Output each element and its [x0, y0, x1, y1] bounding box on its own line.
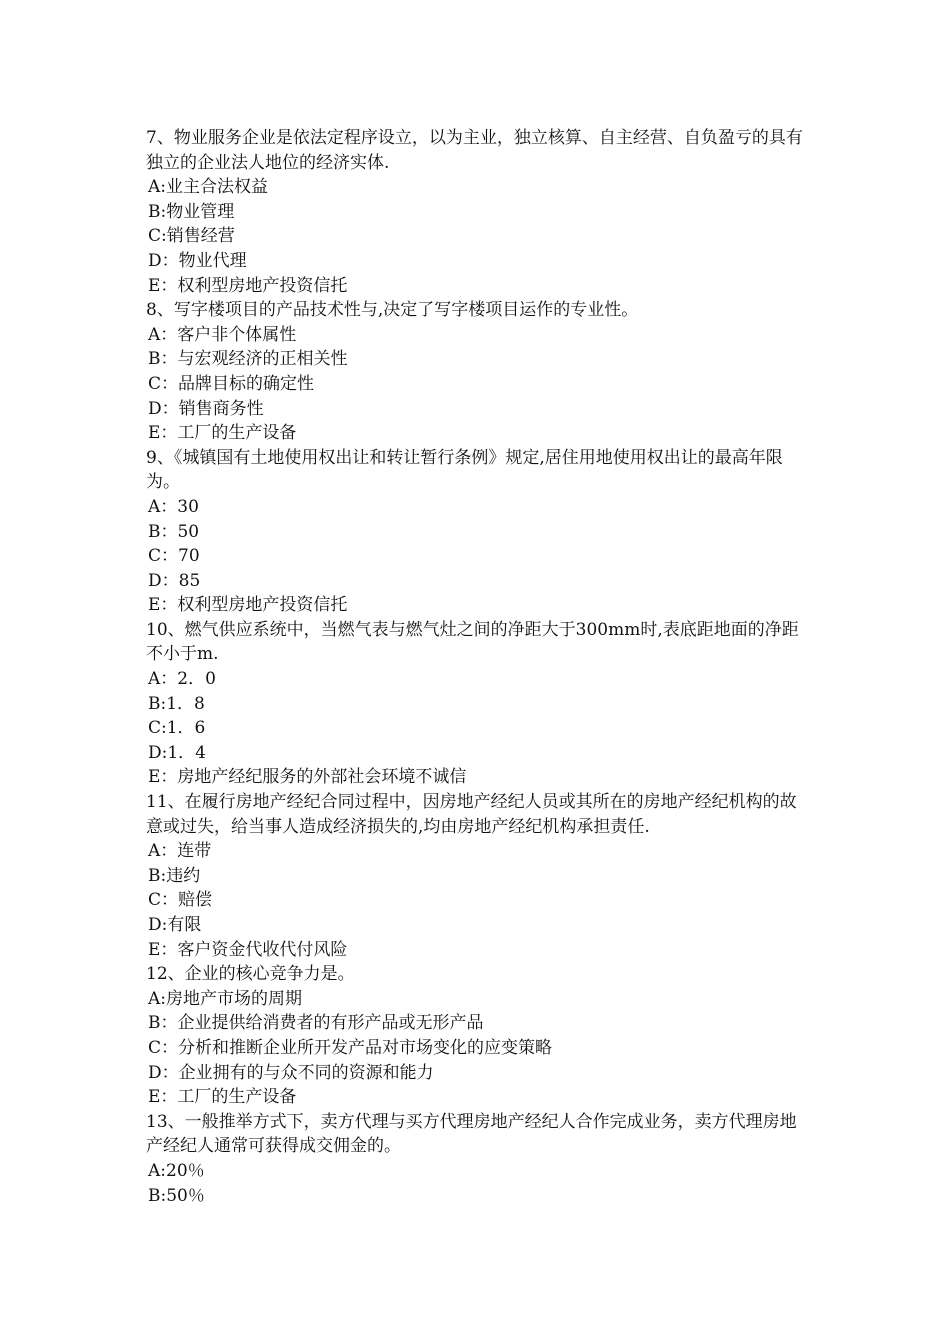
question-text: 7、物业服务企业是依法定程序设立，以为主业，独立核算、自主经营、自负盈亏的具有独立的企业法人地位的经济实体. [146, 128, 803, 173]
answer-option: D:1．4 [148, 742, 206, 763]
question-text: 8、写字楼项目的产品技术性与,决定了写字楼项目运作的专业性。 [146, 300, 639, 321]
answer-option: D：85 [148, 570, 201, 591]
answer-option: C：分析和推断企业所开发产品对市场变化的应变策略 [148, 1037, 553, 1058]
answer-option: C:销售经营 [148, 226, 235, 247]
answer-option: E：客户资金代收代付风险 [148, 939, 348, 960]
answer-option: E：房地产经纪服务的外部社会环境不诚信 [148, 767, 467, 788]
answer-option: A：30 [148, 496, 199, 517]
answer-option: D:有限 [148, 915, 202, 935]
answer-option: B:物业管理 [148, 201, 235, 222]
answer-option: D：企业拥有的与众不同的资源和能力 [148, 1062, 434, 1083]
answer-option: B：与宏观经济的正相关性 [148, 349, 348, 370]
question-text: 11、在履行房地产经纪合同过程中，因房地产经纪人员或其所在的房地产经纪机构的故意或过失，给当事人造成经济损失的,均由房地产经纪机构承担责任. [146, 792, 797, 837]
answer-option: C：70 [148, 546, 200, 567]
answer-option: D：销售商务性 [148, 398, 264, 419]
answer-option: E：工厂的生产设备 [148, 423, 297, 444]
answer-option: A：客户非个体属性 [148, 324, 297, 345]
answer-option: A:20％ [148, 1160, 205, 1181]
answer-option: C:1．6 [148, 718, 206, 739]
answer-option: A：2．0 [148, 669, 216, 690]
question-text: 9、《城镇国有土地使用权出让和转让暂行条例》规定,居住用地使用权出让的最高年限为。 [146, 447, 783, 493]
answer-option: B：企业提供给消费者的有形产品或无形产品 [148, 1013, 484, 1034]
answer-option: C：品牌目标的确定性 [148, 373, 315, 394]
answer-option: A:房地产市场的周期 [148, 988, 303, 1009]
answer-option: E：权利型房地产投资信托 [148, 275, 348, 296]
answer-option: B：50 [148, 521, 200, 542]
answer-option: B:1．8 [148, 693, 205, 714]
answer-option: B:违约 [148, 865, 201, 886]
answer-option: E：权利型房地产投资信托 [148, 595, 348, 616]
answer-option: E：工厂的生产设备 [148, 1087, 297, 1108]
question-text: 10、燃气供应系统中，当燃气表与燃气灶之间的净距大于300mm时,表底距地面的净距不小于m. [146, 619, 799, 665]
question-text: 12、企业的核心竞争力是。 [146, 964, 355, 985]
answer-option: A:业主合法权益 [148, 177, 269, 198]
answer-option: A：连带 [148, 841, 212, 862]
answer-option: B:50％ [148, 1185, 205, 1206]
answer-option: D：物业代理 [148, 250, 247, 271]
answer-option: C：赔偿 [148, 890, 213, 911]
question-text: 13、一般推举方式下，卖方代理与买方代理房地产经纪人合作完成业务，卖方代理房地产经纪人通常可获得成交佣金的。 [146, 1111, 797, 1157]
document-page [146, 126, 810, 1208]
